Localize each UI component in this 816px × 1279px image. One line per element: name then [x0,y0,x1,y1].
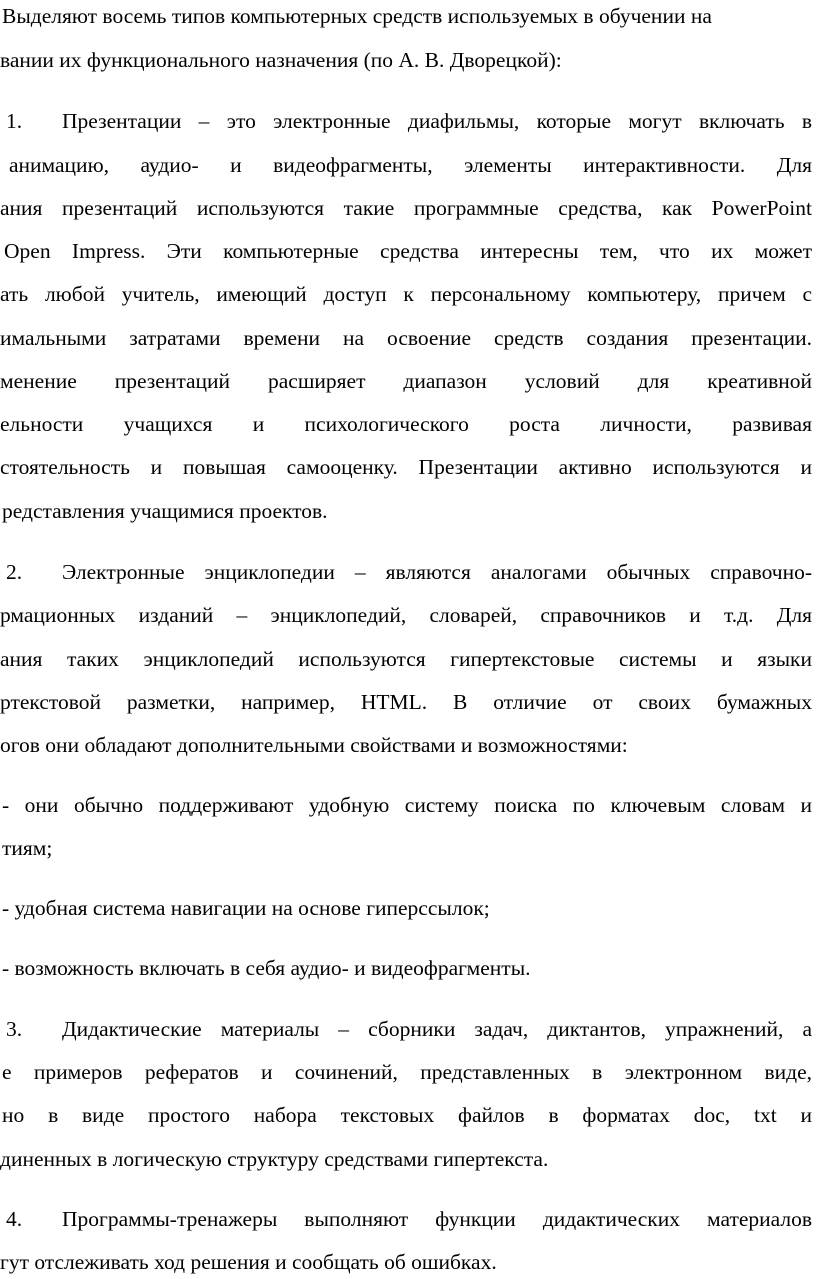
item-number: 3. [6,1017,23,1041]
item-number: 2. [6,560,23,584]
item-line: Программы-тренажеры выполняют функции дидактических материалов [62,1207,812,1231]
item-line: Open Impress. Эти компьютерные средства интересны тем, что их может [4,239,812,263]
item-line: имальными затратами времени на освоение средств создания презентации. [0,326,812,350]
item-number: 4. [6,1207,23,1231]
item-line: диненных в логическую структуру средствами гипертекста. [0,1147,549,1171]
item-line: стоятельность и повышая самооценку. Презентации активно используются и [0,455,812,479]
item-line: ртекстовой разметки, например, HTML. В отличие от своих бумажных [0,690,812,714]
item-line: ельности учащихся и психологического роста личности, развивая [0,412,812,436]
item-line: Презентации – это электронные диафильмы, которые могут включать в [62,109,812,133]
bullet-line: - они обычно поддерживают удобную систему поиска по ключевым словам и [2,793,812,817]
bullet-line: тиям; [2,836,53,860]
item-line: анимацию, аудио- и видеофрагменты, элементы интерактивности. Для [9,153,812,177]
bullet-line: - удобная система навигации на основе гиперссылок; [2,896,490,920]
item-line: ать любой учитель, имеющий доступ к персональному компьютеру, причем с [0,282,812,306]
item-line: огов они обладают дополнительными свойствами и возможностями: [0,733,628,757]
item-line: ания таких энциклопедий используются гипертекстовые системы и языки [0,647,812,671]
item-line: ания презентаций используются такие программные средства, как PowerPoint [0,196,812,220]
item-line: но в виде простого набора текстовых файлов в форматах doc, txt и [2,1103,812,1127]
intro-line: Выделяют восемь типов компьютерных средств используемых в обучении на [2,4,712,28]
item-line: Электронные энциклопедии – являются аналогами обычных справочно- [62,560,812,584]
item-line: е примеров рефератов и сочинений, представленных в электронном виде, [2,1060,812,1084]
item-line: рмационных изданий – энциклопедий, словарей, справочников и т.д. Для [0,603,812,627]
item-line: менение презентаций расширяет диапазон условий для креативной [0,369,812,393]
bullet-line: - возможность включать в себя аудио- и видеофрагменты. [2,956,531,980]
item-number: 1. [6,109,23,133]
intro-line: вании их функционального назначения (по А. В. Дворецкой): [0,48,562,72]
item-line: гут отслеживать ход решения и сообщать об ошибках. [0,1250,497,1274]
item-line: редставления учащимися проектов. [2,499,328,523]
item-line: Дидактические материалы – сборники задач, диктантов, упражнений, а [62,1017,812,1041]
